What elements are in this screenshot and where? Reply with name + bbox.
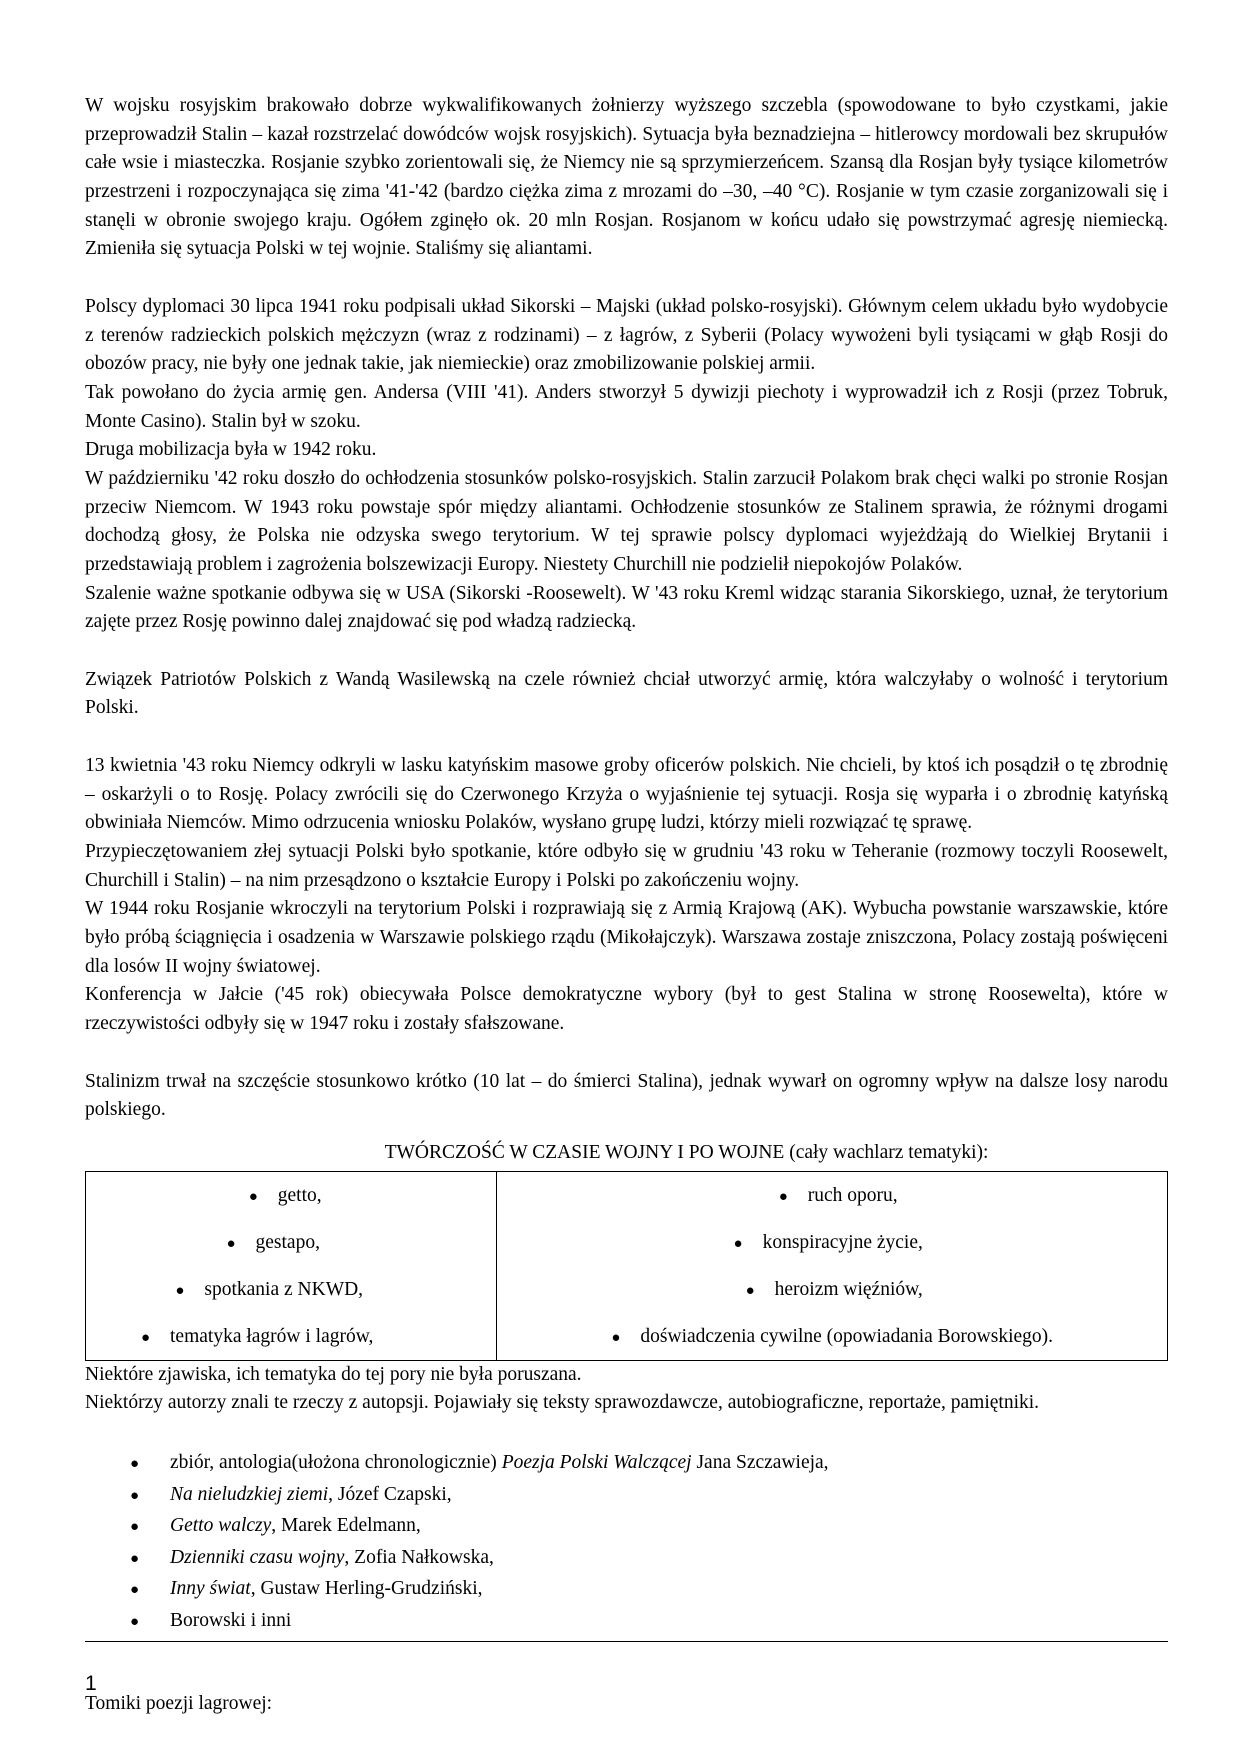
paragraph-spacer xyxy=(85,1039,1168,1068)
paragraph-9: Przypieczętowaniem złej sytuacji Polski było spotkanie, które odbyło się w grudniu '43 roku w Teheranie (rozmowy toczyli Roosewelt, Churchill i Stalin) – na nim przesądzono o kształcie Europy i Polski po zakończeniu wojny. xyxy=(85,841,1168,891)
work-suffix: , Gustaw Herling-Grudziński, xyxy=(250,1578,483,1600)
paragraph-1: W wojsku rosyjskim brakowało dobrze wykwalifikowanych żołnierzy wyższego szczebla (spowodowane to było czystkami, jakie przeprowadził Stalin – kazał rozstrzelać dowódców wojsk rosyjskich). Sytuacja była beznadziejna – hitlerowcy mordowali bez skrupułów całe wsie i miasteczka. Rosjanie szybko zorientowali się, że Niemcy nie są sprzymierzeńcem. Szansą dla Rosjan były tysiące kilometrów przestrzeni i rozpoczynająca się zima '41-'42 (bardzo ciężka zima z mrozami do –30, –40 °C). Rosjanie w tym czasie zorganizowali się i stanęli w obronie swojego kraju. Ogółem zginęło ok. 20 mln Rosjan. Rosjanom w końcu udało się powstrzymać agresję niemiecką. Zmieniła się sytuacja Polski w tej wojnie. Staliśmy się aliantami. xyxy=(85,95,1168,260)
bullet-icon: ● xyxy=(226,1235,236,1252)
list-item xyxy=(130,1573,1168,1605)
bullet-icon: ● xyxy=(248,1188,258,1205)
bullet-icon: ● xyxy=(130,1614,140,1631)
work-suffix: , Józef Czapski, xyxy=(328,1483,452,1505)
work-entry xyxy=(170,1480,452,1510)
bullet-icon: ● xyxy=(130,1550,140,1567)
list-item-label: getto, xyxy=(277,1184,322,1206)
work-suffix: , Marek Edelmann, xyxy=(271,1515,421,1537)
paragraph-10: W 1944 roku Rosjanie wkroczyli na terytorium Polski i rozprawiają się z Armią Krajową (AK). Wybucha powstanie warszawskie, które było próbą ściągnięcia i osadzenia w Warszawie polskiego rządu (Mikołajczyk). Warszawa zostaje zniszczona, Polacy zostają poświęceni dla losów II wojny światowej. xyxy=(85,898,1168,977)
list-item-label: heroizm więźniów, xyxy=(774,1278,923,1300)
list-item-label: gestapo, xyxy=(255,1231,320,1253)
bullet-icon: ● xyxy=(778,1188,788,1205)
work-entry xyxy=(170,1511,421,1541)
after-table-notes xyxy=(85,1361,1168,1418)
bullet-icon: ● xyxy=(130,1582,140,1599)
list-item xyxy=(68,1219,478,1266)
list-item xyxy=(130,1447,1168,1479)
list-item xyxy=(503,1172,1173,1219)
work-title: Inny świat xyxy=(170,1578,251,1600)
paragraph-spacer xyxy=(85,264,1168,293)
paragraph-spacer xyxy=(85,1125,1168,1139)
table-cell-right xyxy=(497,1171,1168,1360)
paragraph-8: 13 kwietnia '43 roku Niemcy odkryli w lasku katyńskim masowe groby oficerów polskich. Nie chcieli, by ktoś ich posądził o tę zbrodnię – oskarżyli o to Rosję. Polacy zwrócili się do Czerwonego Krzyża o wyjaśnienie tej sytuacji. Rosja się wyparła i o zbrodnię katyńską obwiniała Niemców. Mimo odrzucenia wniosku Polaków, wysłano grupę ludzi, którzy mieli rozwiązać tę sprawę. xyxy=(85,755,1168,834)
list-item xyxy=(80,1172,490,1219)
table-caption: TWÓRCZOŚĆ W CZASIE WOJNY I PO WOJNE (cały wachlarz tematyki): xyxy=(384,1142,989,1163)
horizontal-divider xyxy=(85,1641,1168,1642)
page-number: 1 xyxy=(85,1672,97,1695)
bullet-icon: ● xyxy=(745,1282,755,1299)
work-title: Getto walczy xyxy=(170,1515,272,1537)
paragraph-2: Polscy dyplomaci 30 lipca 1941 roku podpisali układ Sikorski – Majski (układ polsko-rosyjski). Głównym celem układu było wydobycie z terenów radzieckich polskich mężczyzn (wraz z rodzinami) – z łagrów, z Syberii (Polacy wywożeni byli tysiącami w głąb Rosji do obozów pracy, nie były one jednak takie, jak niemieckie) oraz zmobilizowanie polskiej armii. xyxy=(85,295,1168,375)
work-title: Dzienniki czasu wojny xyxy=(170,1546,345,1568)
work-title: Na nieludzkiej ziemi xyxy=(170,1483,329,1505)
paragraph-4: Druga mobilizacja była w 1942 roku. xyxy=(85,439,377,461)
table-row xyxy=(86,1171,1168,1360)
document-body xyxy=(85,92,1168,1718)
work-entry xyxy=(170,1448,829,1478)
list-item-label: ruch oporu, xyxy=(807,1184,898,1206)
paragraph-11: Konferencja w Jałcie ('45 rok) obiecywała Polsce demokratyczne wybory (był to gest Stalina w stronę Roosewelta), które w rzeczywistości odbyły się w 1947 roku i zostały sfałszowane. xyxy=(85,984,1168,1035)
bullet-icon: ● xyxy=(140,1329,151,1346)
paragraph-3: Tak powołano do życia armię gen. Andersa (VIII '41). Anders stworzył 5 dywizji piechoty i wyprowadził ich z Rosji (przez Tobruk, Monte Casino). Stalin był w szoku. xyxy=(85,381,1168,432)
work-entry xyxy=(170,1606,291,1636)
list-item xyxy=(493,1219,1163,1266)
list-item xyxy=(52,1313,462,1360)
list-item xyxy=(499,1266,1169,1313)
list-item-label: tematyka łagrów i lagrów, xyxy=(170,1325,374,1347)
work-suffix: , Zofia Nałkowska, xyxy=(344,1546,494,1568)
footer-note: Tomiki poezji lagrowej: xyxy=(85,1692,273,1714)
bullet-icon: ● xyxy=(130,1455,140,1472)
work-title: Poezja Polski Walczącej xyxy=(501,1451,692,1473)
right-column-list xyxy=(497,1172,1167,1360)
list-item-label: doświadczenia cywilne (opowiadania Borowskiego). xyxy=(640,1325,1054,1347)
note-line-1: Niektóre zjawiska, ich tematyka do tej pory nie była poruszana. xyxy=(85,1363,582,1385)
bullet-icon: ● xyxy=(611,1329,621,1346)
list-item xyxy=(130,1605,1168,1637)
bullet-icon: ● xyxy=(175,1282,185,1299)
bullet-icon: ● xyxy=(130,1519,140,1536)
paragraph-7: Związek Patriotów Polskich z Wandą Wasilewską na czele również chciał utworzyć armię, która walczyłaby o wolność i terytorium Polski. xyxy=(85,668,1168,719)
list-item xyxy=(497,1313,1167,1360)
paragraph-spacer xyxy=(85,1418,1168,1447)
bullet-icon: ● xyxy=(130,1487,140,1504)
work-entry xyxy=(170,1543,494,1573)
paragraph-5: W październiku '42 roku doszło do ochłodzenia stosunków polsko-rosyjskich. Stalin zarzucił Polakom brak chęci walki po stronie Rosjan przeciw Niemcom. W 1943 roku powstaje spór między aliantami. Ochłodzenie stosunków ze Stalinem sprawia, że różnymi drogami dochodzą głosy, że Polska nie odzyska swego terytorium. W tej sprawie polscy dyplomaci wyjeżdżają do Wielkiej Brytanii i przedstawiają problem i zagrożenia bolszewizacji Europy. Niestety Churchill nie podzielił niepokojów Polaków. xyxy=(85,467,1168,575)
left-column-list xyxy=(86,1172,496,1360)
work-prefix: Borowski i inni xyxy=(170,1610,292,1632)
list-item xyxy=(130,1510,1168,1542)
table-cell-left xyxy=(86,1171,497,1360)
work-suffix: Jana Szczawieja, xyxy=(691,1451,829,1473)
paragraph-12: Stalinizm trwał na szczęście stosunkowo krótko (10 lat – do śmierci Stalina), jednak wywarł on ogromny wpływ na dalsze losy narodu polskiego. xyxy=(85,1070,1168,1121)
work-entry xyxy=(170,1574,483,1604)
themes-table xyxy=(85,1171,1168,1361)
list-item-label: spotkania z NKWD, xyxy=(204,1278,364,1300)
paragraph-spacer xyxy=(85,723,1168,752)
note-line-2: Niektórzy autorzy znali te rzeczy z autopsji. Pojawiały się teksty sprawozdawcze, autobiograficzne, reportaże, pamiętniki. xyxy=(85,1392,1040,1414)
works-list xyxy=(85,1447,1168,1637)
list-item-label: konspiracyjne życie, xyxy=(762,1231,923,1253)
bullet-icon: ● xyxy=(733,1235,743,1252)
list-item xyxy=(130,1479,1168,1511)
paragraph-6: Szalenie ważne spotkanie odbywa się w USA (Sikorski -Roosewelt). W '43 roku Kreml widząc starania Sikorskiego, uznał, że terytorium zajęte przez Rosję powinno dalej znajdować się pod władzą radziecką. xyxy=(85,582,1168,633)
paragraph-spacer xyxy=(85,637,1168,666)
list-item xyxy=(64,1266,474,1313)
list-item xyxy=(130,1542,1168,1574)
work-prefix: zbiór, antologia(ułożona chronologicznie) xyxy=(170,1451,502,1473)
